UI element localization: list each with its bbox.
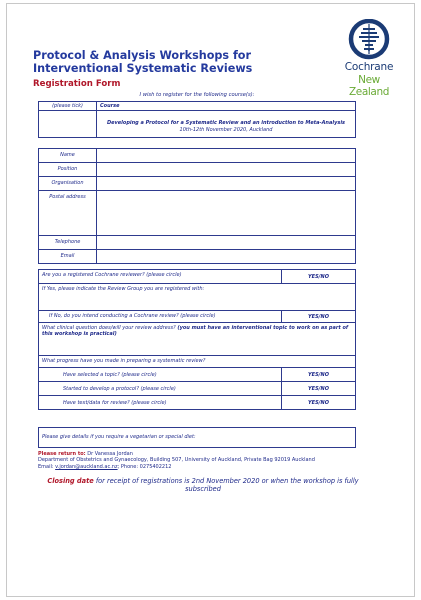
q-clinical-question-text: What clinical question does/will your review address? [42, 325, 178, 331]
logo-word-new-zealand: New Zealand [349, 74, 389, 98]
q-selected-topic: Have selected a topic? (please circle) [39, 368, 282, 382]
q-registered-reviewer-answer[interactable]: YES/NO [282, 270, 356, 284]
postal-address-field[interactable] [97, 191, 356, 236]
email-label: Email [39, 250, 97, 264]
page-title [33, 49, 293, 75]
return-name: Dr Vanessa Jordan [87, 451, 133, 457]
name-label: Name [39, 149, 97, 163]
closing-text: for receipt of registrations is 2nd November 2020 or when the workshop is fully subscribed [93, 477, 359, 493]
logo-word-cochrane: Cochrane [344, 61, 394, 73]
q-text-data: Have text/data for review? (please circle) [39, 396, 282, 410]
return-label: Please return to: [38, 451, 86, 457]
course-intro: I wish to register for the following course(s): [139, 92, 255, 98]
diet-box[interactable] [38, 427, 356, 448]
name-field[interactable] [97, 149, 356, 163]
course-tick-cell[interactable] [39, 111, 97, 138]
return-email-link[interactable]: v.jordan@auckland.ac.nz [55, 463, 118, 470]
q-clinical-question-note: (you must have an interventional topic to work on as part of this workshop is practical) [42, 325, 349, 337]
q-text-data-answer[interactable]: YES/NO [282, 396, 356, 410]
tick-header: (please tick) [39, 102, 97, 111]
course-date: 10th-12th November 2020, Auckland [179, 127, 273, 133]
q-review-group[interactable]: If Yes, please indicate the Review Group you are registered with: [39, 284, 356, 311]
email-prefix: Email: [38, 463, 54, 470]
title-line-2: Interventional Systematic Reviews [33, 62, 253, 75]
cochrane-logo-icon [338, 19, 400, 61]
q-started-protocol: Started to develop a protocol? (please circle) [39, 382, 282, 396]
q-intend-review-answer[interactable]: YES/NO [282, 311, 356, 323]
closing-label: Closing date [47, 477, 94, 485]
position-label: Position [39, 163, 97, 177]
course-name: Developing a Protocol for a Systematic Review and an introduction to Meta-Analysis [106, 120, 346, 126]
telephone-label: Telephone [39, 236, 97, 250]
questions-table [38, 269, 356, 410]
q-intend-review: If No, do you intend conducting a Cochrane review? (please circle) [39, 311, 282, 323]
return-details [38, 451, 388, 470]
details-table [38, 148, 356, 264]
form-subtitle: Registration Form [33, 79, 121, 89]
postal-address-label: Postal address [39, 191, 97, 236]
title-line-1: Protocol & Analysis Workshops for [33, 49, 252, 62]
q-started-protocol-answer[interactable]: YES/NO [282, 382, 356, 396]
course-table [38, 101, 356, 138]
email-field[interactable] [97, 250, 356, 264]
return-phone: ; Phone: 0275402212 [117, 463, 172, 470]
cochrane-logo [338, 19, 400, 98]
organisation-label: Organisation [39, 177, 97, 191]
position-field[interactable] [97, 163, 356, 177]
closing-note [38, 477, 368, 493]
q-progress: What progress have you made in preparing a systematic review? [39, 356, 356, 368]
q-registered-reviewer: Are you a registered Cochrane reviewer? (please circle) [39, 270, 282, 284]
telephone-field[interactable] [97, 236, 356, 250]
q-selected-topic-answer[interactable]: YES/NO [282, 368, 356, 382]
diet-label: Please give details if you require a vegetarian or special diet: [42, 434, 196, 440]
q-clinical-question[interactable] [39, 323, 356, 356]
return-address: Department of Obstetrics and Gynaecology, Building 507, University of Auckland, Private Bag 92019 Auckland [38, 457, 315, 464]
organisation-field[interactable] [97, 177, 356, 191]
course-cell [97, 111, 356, 138]
course-header: Course [97, 102, 356, 111]
